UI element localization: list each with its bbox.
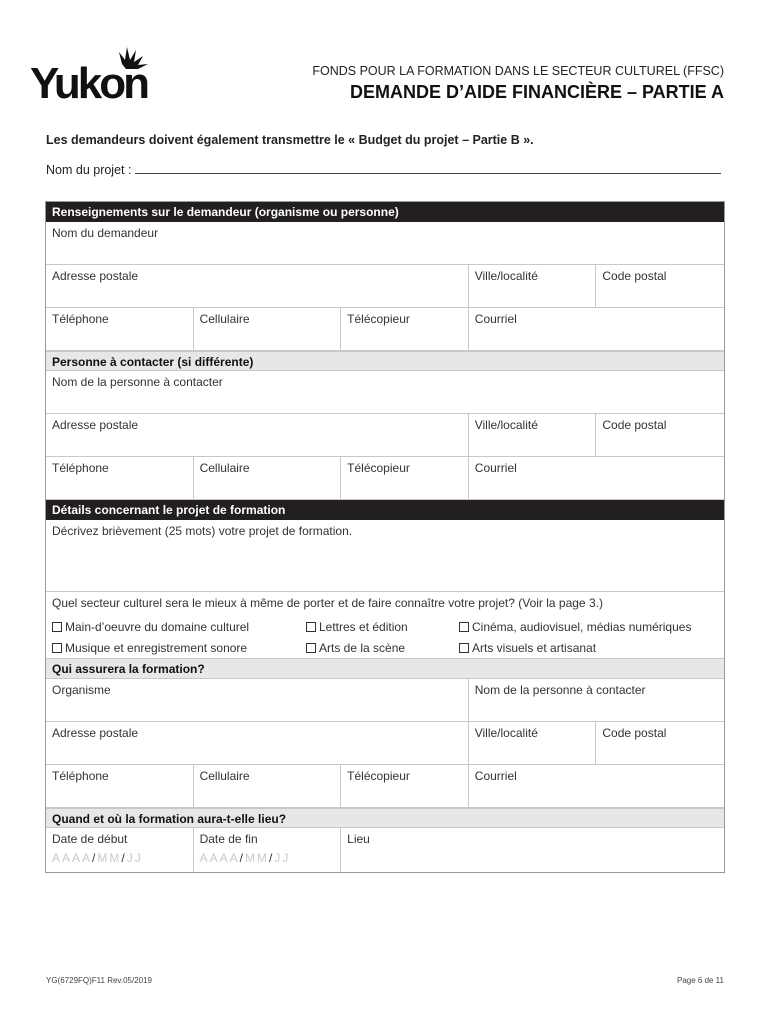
contact-cell-field[interactable]: Cellulaire [194,457,342,499]
checkbox-icon[interactable] [459,622,469,632]
trainer-cell-field[interactable]: Cellulaire [194,765,342,807]
applicant-city-field[interactable]: Ville/localité [469,265,597,307]
checkbox-icon[interactable] [52,643,62,653]
contact-city-field[interactable]: Ville/localité [469,414,597,456]
checkbox-icon[interactable] [52,622,62,632]
checkbox-icon[interactable] [306,622,316,632]
section-applicant: Renseignements sur le demandeur (organisme ou personne) [46,202,724,222]
section-project: Détails concernant le projet de formation [46,500,724,520]
end-date-field[interactable] [194,828,342,872]
trainer-address-field[interactable]: Adresse postale [46,722,469,764]
applicant-name-field[interactable]: Nom du demandeur [52,226,159,240]
sector-option-performing-arts[interactable]: Arts de la scène [306,637,459,658]
dates-row [46,828,724,872]
trainer-org-field[interactable]: Organisme [46,679,469,721]
checkbox-icon[interactable] [306,643,316,653]
applicant-phone-field[interactable]: Téléphone [46,308,194,350]
applicant-cell-field[interactable]: Cellulaire [194,308,342,350]
sector-option-visual-arts[interactable]: Arts visuels et artisanat [459,637,596,658]
page-number: Page 6 de 11 [676,976,724,985]
start-date-label: Date de début [52,832,128,846]
project-description-field[interactable]: Décrivez brièvement (25 mots) votre projet de formation. [52,524,353,538]
section-when-where: Quand et où la formation aura-t-elle lieu? [46,808,724,828]
applicant-name-row [46,222,724,265]
trainer-address-row [46,722,724,765]
application-form [45,201,725,873]
applicant-fax-field[interactable]: Télécopieur [341,308,469,350]
trainer-contact-field[interactable]: Nom de la personne à contacter [474,683,646,697]
applicant-postal-field[interactable]: Code postal [602,269,667,283]
contact-phone-row [46,457,724,500]
contact-address-field[interactable]: Adresse postale [46,414,469,456]
svg-text:Yukon: Yukon [30,59,148,102]
contact-postal-field[interactable]: Code postal [602,418,667,432]
form-subtitle: FONDS POUR LA FORMATION DANS LE SECTEUR CULTUREL (FFSC) [312,64,724,78]
location-field[interactable]: Lieu [347,832,370,846]
sector-block [46,592,724,659]
project-name-blank[interactable] [135,163,721,174]
trainer-phone-row [46,765,724,808]
trainer-postal-field[interactable]: Code postal [602,726,667,740]
end-date-label: Date de fin [199,832,258,846]
form-code: YG(6729FQ)F11 Rev.05/2019 [46,976,152,985]
sector-row-1 [46,616,724,637]
checkbox-icon[interactable] [459,643,469,653]
start-date-field[interactable] [46,828,194,872]
section-trainer: Qui assurera la formation? [46,659,724,679]
trainer-org-row [46,679,724,722]
applicant-address-field[interactable]: Adresse postale [46,265,469,307]
contact-fax-field[interactable]: Télécopieur [341,457,469,499]
trainer-email-field[interactable]: Courriel [474,769,517,783]
sector-row-2 [46,637,724,658]
trainer-fax-field[interactable]: Télécopieur [341,765,469,807]
project-name-field[interactable] [46,163,724,177]
sector-question: Quel secteur culturel sera le mieux à même de porter et de faire connaître votre projet? (Voir la page 3.) [52,596,603,610]
section-contact: Personne à contacter (si différente) [46,351,724,371]
project-description-row [46,520,724,592]
intro-note: Les demandeurs doivent également transmettre le « Budget du projet – Partie B ». [46,133,534,147]
trainer-phone-field[interactable]: Téléphone [46,765,194,807]
contact-phone-field[interactable]: Téléphone [46,457,194,499]
contact-address-row [46,414,724,457]
sector-option-labour[interactable]: Main-d’oeuvre du domaine culturel [52,616,306,637]
applicant-address-row [46,265,724,308]
contact-name-field[interactable]: Nom de la personne à contacter [52,375,223,389]
end-date-input[interactable]: AAAA/MM/JJ [199,851,291,865]
applicant-email-field[interactable]: Courriel [474,312,517,326]
yukon-logo [30,44,170,102]
contact-email-field[interactable]: Courriel [474,461,517,475]
project-name-label: Nom du projet : [46,163,132,177]
sector-option-film[interactable]: Cinéma, audiovisuel, médias numériques [459,616,691,637]
sector-option-literature[interactable]: Lettres et édition [306,616,459,637]
applicant-phone-row [46,308,724,351]
trainer-city-field[interactable]: Ville/localité [469,722,597,764]
start-date-input[interactable]: AAAA/MM/JJ [52,851,143,865]
sector-option-music[interactable]: Musique et enregistrement sonore [52,637,306,658]
form-title: DEMANDE D’AIDE FINANCIÈRE – PARTIE A [349,82,724,102]
contact-name-row [46,371,724,414]
